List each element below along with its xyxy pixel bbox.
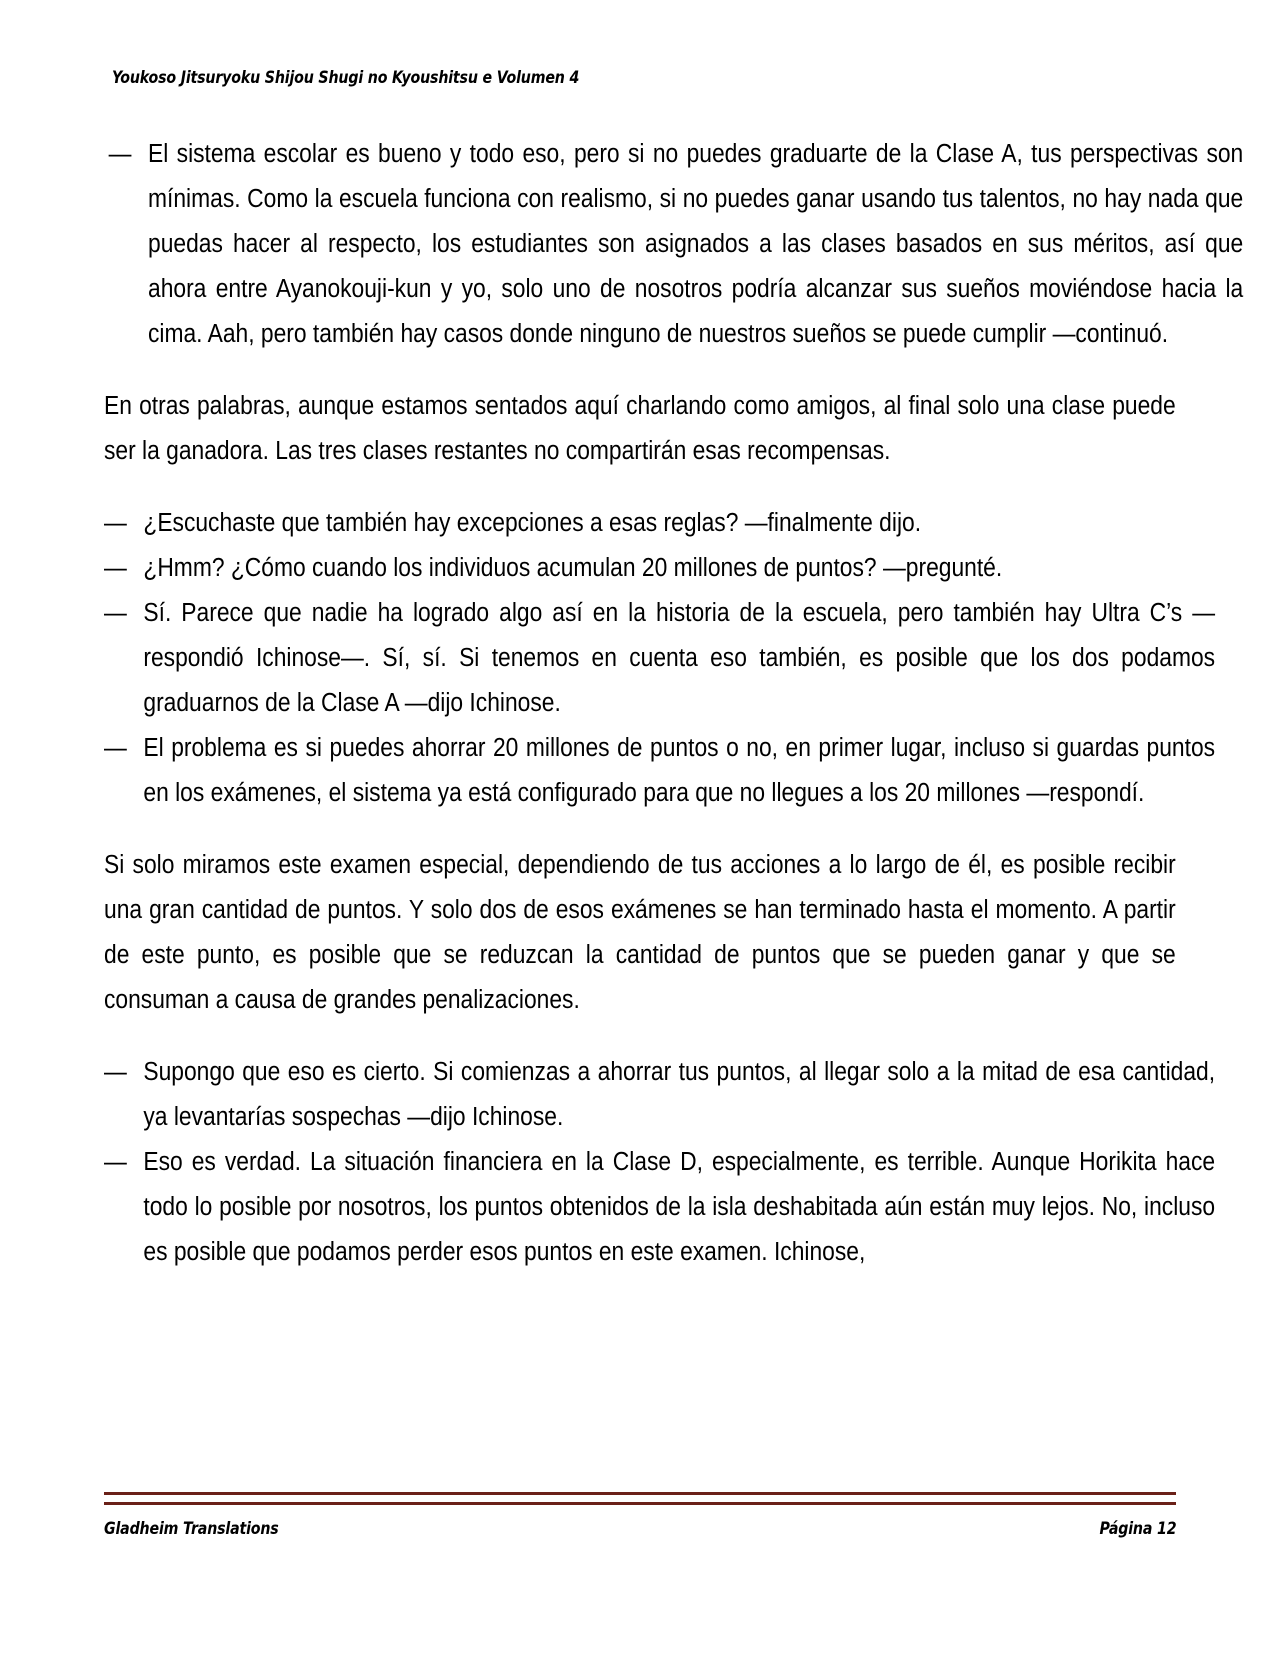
dialogue-line <box>104 1050 1215 1140</box>
footer-translator-credit: Gladheim Translations <box>104 1519 279 1538</box>
dialogue-line <box>104 546 1215 591</box>
paragraph-narration-1: En otras palabras, aunque estamos sentados aquí charlando como amigos, al final solo una clase puede ser la ganadora. Las tres clases restantes no compartirán esas recompensas. <box>104 392 1176 465</box>
page-body <box>104 132 1244 1302</box>
dialogue-text: El problema es si puedes ahorrar 20 millones de puntos o no, en primer lugar, incluso si guardas puntos en los exámenes, el sistema ya está configurado para que no llegues a los 20 millones —respondí. <box>143 734 1216 807</box>
em-dash-marker: — <box>104 734 127 762</box>
dialogue-text: Eso es verdad. La situación financiera en la Clase D, especialmente, es terrible. Aunque Horikita hace todo lo posible por nosotros, los puntos obtenidos de la isla deshabitada aún están muy lejos. No, incluso es posible que podamos perder esos puntos en este examen. Ichinose, <box>143 1148 1216 1266</box>
page-header <box>112 68 1168 96</box>
em-dash-marker: — <box>104 509 127 537</box>
header-title: Youkoso Jitsuryoku Shijou Shugi no Kyoushitsu e Volumen 4 <box>112 68 580 87</box>
em-dash-marker: — <box>104 554 127 582</box>
em-dash-marker: — <box>108 140 132 168</box>
dialogue-text: ¿Escuchaste que también hay excepciones a esas reglas? —finalmente dijo. <box>143 509 922 537</box>
dialogue-text: Sí. Parece que nadie ha logrado algo así en la historia de la escuela, pero también hay Ultra C’s —respondió Ichinose—. Sí, sí. Si tenemos en cuenta eso también, es posible que los dos podamos graduarnos de la Clase A —dijo Ichinose. <box>143 599 1216 717</box>
footer-divider <box>104 1492 1176 1505</box>
em-dash-marker: — <box>104 1148 127 1176</box>
dialogue-line <box>104 591 1215 726</box>
page-footer <box>104 1492 1176 1538</box>
dialogue-line <box>104 501 1215 546</box>
dialogue-text: ¿Hmm? ¿Cómo cuando los individuos acumulan 20 millones de puntos? —pregunté. <box>143 554 1003 582</box>
dialogue-block-opening <box>108 132 1244 357</box>
dialogue-line <box>104 1140 1215 1275</box>
dialogue-block-1 <box>104 501 1216 816</box>
dialogue-line <box>108 132 1244 357</box>
footer-page-number: Página 12 <box>1099 1519 1176 1538</box>
dialogue-block-2 <box>104 1050 1216 1275</box>
em-dash-marker: — <box>104 1058 127 1086</box>
dialogue-text: El sistema escolar es bueno y todo eso, pero si no puedes graduarte de la Clase A, tus perspectivas son mínimas. Como la escuela funciona con realismo, si no puedes ganar usando tus talentos, no hay nada que puedas hacer al respecto, los estudiantes son asignados a las clases basados en sus méritos, así que ahora entre Ayanokouji-kun y yo, solo uno de nosotros podría alcanzar sus sueños moviéndose hacia la cima. Aah, pero también hay casos donde ninguno de nuestros sueños se puede cumplir —continuó. <box>148 140 1244 348</box>
em-dash-marker: — <box>104 599 127 627</box>
footer-row <box>104 1519 1176 1538</box>
dialogue-line <box>104 726 1215 816</box>
dialogue-text: Supongo que eso es cierto. Si comienzas a ahorrar tus puntos, al llegar solo a la mitad de esa cantidad, ya levantarías sospechas —dijo Ichinose. <box>143 1058 1216 1131</box>
paragraph-narration-2: Si solo miramos este examen especial, dependiendo de tus acciones a lo largo de él, es posible recibir una gran cantidad de puntos. Y solo dos de esos exámenes se han terminado hasta el momento. A partir de este punto, es posible que se reduzcan la cantidad de puntos que se pueden ganar y que se consuman a causa de grandes penalizaciones. <box>104 851 1176 1014</box>
